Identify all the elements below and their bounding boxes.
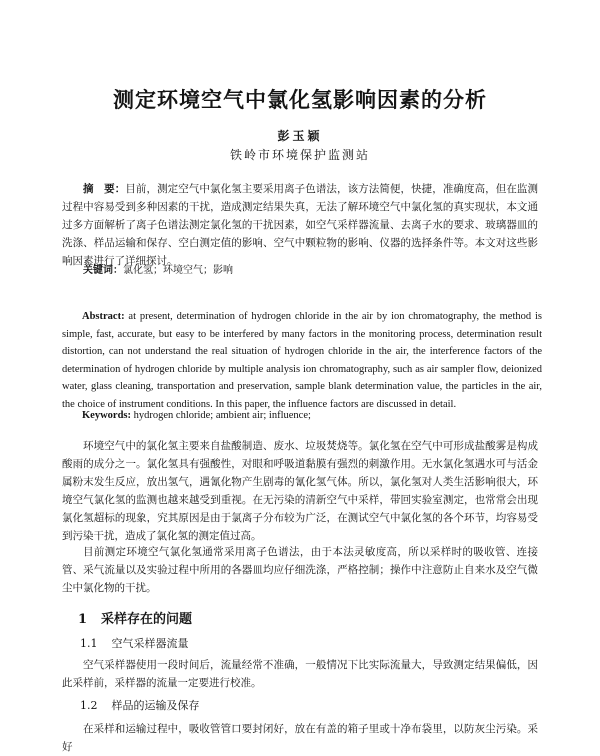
subsection-heading [80, 635, 189, 651]
subsection-number: 1.2 [80, 699, 98, 712]
keywords-en [82, 407, 532, 425]
subsection-title: 空气采样器流量 [111, 637, 189, 650]
keywords-cn-label: 关键词： [83, 265, 123, 276]
section-number: 1 [78, 612, 88, 627]
paper-title: 测定环境空气中氯化氢影响因素的分析 [113, 87, 487, 112]
section-heading [78, 608, 192, 627]
subsection-title: 样品的运输及保存 [111, 699, 200, 712]
abstract-cn-label: 摘 要： [83, 183, 126, 195]
author-affiliation: 铁岭市环境保护监测站 [229, 148, 370, 162]
body-paragraph: 目前测定环境空气氯化氢通常采用离子色谱法，由于本法灵敏度高，所以采样时的吸收管、连接管、采气流量以及实验过程中所用的各器皿均应仔细洗涤，严格控制；操作中注意防止自来水及空气微尘中氯化物的干扰。 [62, 546, 538, 594]
body-paragraph: 环境空气中的氯化氢主要来自盐酸制造、废水、垃圾焚烧等。氯化氢在空气中可形成盐酸雾是构成酸雨的成分之一。氯化氢具有强酸性，对眼和呼吸道黏膜有强烈的刺激作用。无水氯化氢遇水可与活金属粉末发生反应，放出氢气，遇氰化物产生剧毒的氰化氢气体。所以，氯化氢对人类生活影响很大，环境空气氯化氢的监测也越来越受到重视。在无污染的清新空气中采样，带回实验室测定，也常常会出现氯化氢超标的现象，究其原因是由于氯离子分布较为广泛，在测试空气中氯化氢的各个环节，均容易受到污染干扰，造成了氯化氢的测定值过高。 [62, 440, 538, 542]
subsection-heading [80, 697, 200, 713]
abstract-cn-text: 目前，测定空气中氯化氢主要采用离子色谱法，该方法简便，快捷，准确度高，但在监测过程中容易受到多种因素的干扰，造成测定结果失真，无法了解环境空气中氯化氢的真实现状，本文通过多方面解析了离子色谱法测定氯化氢的干扰因素，如空气采样器流量、去离子水的要求、玻璃器皿的洗涤、样品运输和保存、空白测定值的影响、空气中颗粒物的影响、仪器的选择条件等。本文对这些影响因素进行了详细探讨。 [62, 183, 539, 267]
keywords-en-label: Keywords: [82, 410, 131, 421]
subsection-number: 1.1 [80, 637, 98, 650]
body-paragraph: 在采样和运输过程中，吸收管管口要封闭好，放在有盖的箱子里或十净布袋里，以防灰尘污染。采好 [62, 723, 538, 753]
keywords-cn-text: 氯化氢；环境空气；影响 [123, 265, 233, 276]
section-title: 采样存在的问题 [101, 612, 193, 627]
abstract-en-label: Abstract: [82, 311, 125, 322]
keywords-en-text: hydrogen chloride; ambient air; influence; [131, 410, 311, 421]
author-name: 彭玉颖 [277, 129, 323, 143]
body-paragraph: 空气采样器使用一段时间后，流量经常不准确，一般情况下比实际流量大，导致测定结果偏低，因此采样前，采样器的流量一定要进行校准。 [62, 659, 538, 689]
keywords-cn [83, 262, 533, 280]
abstract-cn [62, 180, 538, 270]
abstract-en-text: at present, determination of hydrogen chloride in the air by ion chromatography, the method is simple, fast, accurate, but easy to be interfered by many factors in the monitoring process, determination result distortion, can not understand the real situation of hydrogen chloride in the air, the interference factors of the determination of hydrogen chloride by multiple analysis ion chromatography, such as air sampler flow, deionized water, glass cleaning, transportation and preservation, sample blank determination value, the particles in the air, the choice of instrument conditions. In this paper, the influence factors are discussed in detail. [62, 311, 542, 410]
abstract-en [62, 308, 542, 414]
